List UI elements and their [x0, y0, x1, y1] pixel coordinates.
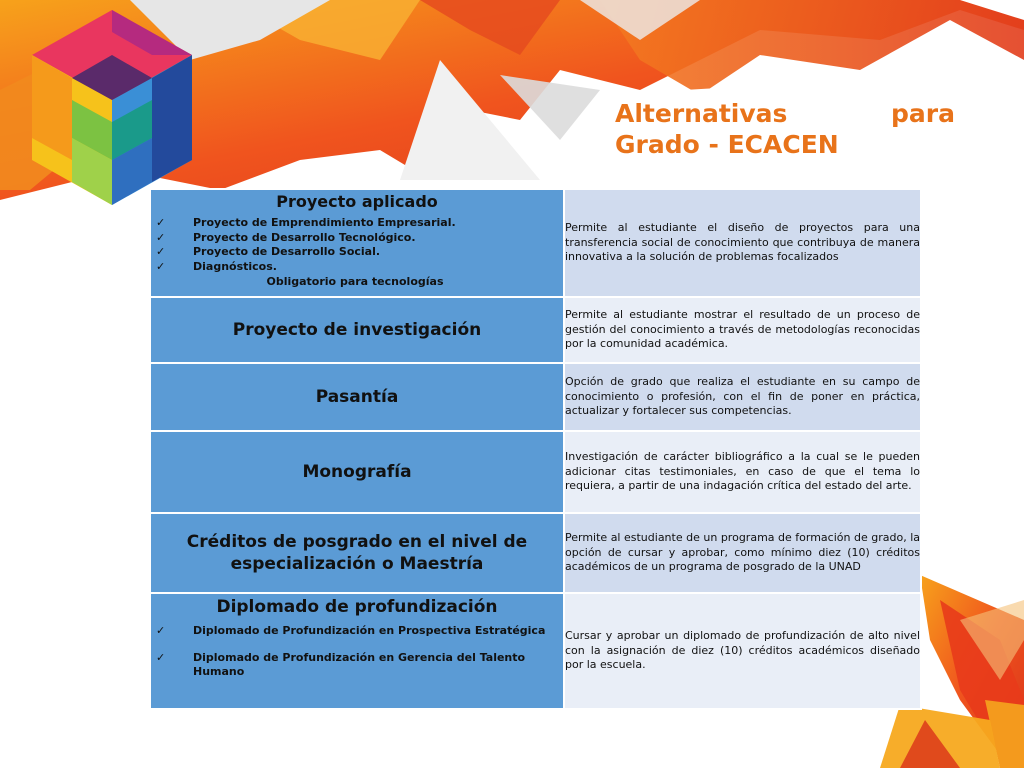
- option-title: Proyecto de investigación: [232, 320, 482, 340]
- list-item: ✓ Proyecto de Desarrollo Tecnológico.: [156, 230, 416, 244]
- table-row-pasantia: [150, 363, 921, 431]
- list-item: ✓ Diplomado de Profundización en Prospectiva Estratégica: [156, 624, 546, 637]
- option-title: Proyecto aplicado: [276, 192, 438, 211]
- option-cell: [150, 297, 564, 363]
- title-line-2: Grado - ECACEN: [615, 130, 839, 159]
- option-description: Investigación de carácter bibliográfico a la cual se le pueden adicionar citas testimoniales, en caso de que el tema lo requiera, a partir de una indagación crítica del estado del arte.: [564, 431, 921, 513]
- table-row-monografia: [150, 431, 921, 513]
- option-title: Diplomado de profundización: [216, 597, 498, 617]
- unad-cube-logo: [22, 10, 202, 205]
- check-icon: ✓: [156, 650, 166, 664]
- check-icon: ✓: [156, 259, 166, 273]
- title-word-para: para: [891, 99, 955, 128]
- option-title: Pasantía: [315, 387, 399, 407]
- option-description: Permite al estudiante mostrar el resultado de un proceso de gestión del conocimiento a través de metodologías reconocidas por la comunidad académica.: [564, 297, 921, 363]
- option-description: Permite al estudiante el diseño de proyectos para una transferencia social de conocimiento que contribuya de manera innovativa a la solución de problemas focalizados: [564, 189, 921, 297]
- check-icon: ✓: [156, 216, 166, 229]
- list-item: ✓ Proyecto de Emprendimiento Empresarial.: [156, 216, 456, 229]
- grade-alternatives-table: [149, 188, 922, 710]
- list-item: ✓ Proyecto de Desarrollo Social.: [156, 245, 381, 258]
- option-cell: [150, 593, 564, 709]
- check-icon: ✓: [156, 230, 166, 244]
- slide-title: [615, 98, 955, 160]
- option-note: Obligatorio para tecnologías: [266, 275, 444, 288]
- table-row-proyecto-aplicado: [150, 189, 921, 297]
- option-cell: [150, 363, 564, 431]
- option-cell: [150, 513, 564, 593]
- title-word-alternativas: Alternativas: [615, 99, 788, 128]
- list-item: ✓ Diplomado de Profundización en Gerencia del Talento Humano: [156, 650, 526, 678]
- check-icon: ✓: [156, 624, 166, 637]
- table-row-creditos-posgrado: [150, 513, 921, 593]
- check-icon: ✓: [156, 245, 166, 258]
- option-title: Monografía: [302, 462, 412, 482]
- option-description: Opción de grado que realiza el estudiante en su campo de conocimiento o profesión, con el fin de poner en práctica, actualizar y fortalecer sus competencias.: [564, 363, 921, 431]
- option-item-list: [151, 624, 563, 680]
- option-item-list: [151, 216, 563, 274]
- option-title: Créditos de posgrado en el nivel de especialización o Maestría: [186, 532, 528, 574]
- list-item: ✓ Diagnósticos.: [156, 259, 277, 273]
- option-description: Cursar y aprobar un diplomado de profundización de alto nivel con la asignación de diez (10) créditos académicos diseñado por la escuela.: [564, 593, 921, 709]
- table-row-diplomado: [150, 593, 921, 709]
- option-description: Permite al estudiante de un programa de formación de grado, la opción de cursar y aprobar, como mínimo diez (10) créditos académicos de un programa de posgrado de la UNAD: [564, 513, 921, 593]
- option-cell: [150, 189, 564, 297]
- option-cell: [150, 431, 564, 513]
- table-row-proyecto-investigacion: [150, 297, 921, 363]
